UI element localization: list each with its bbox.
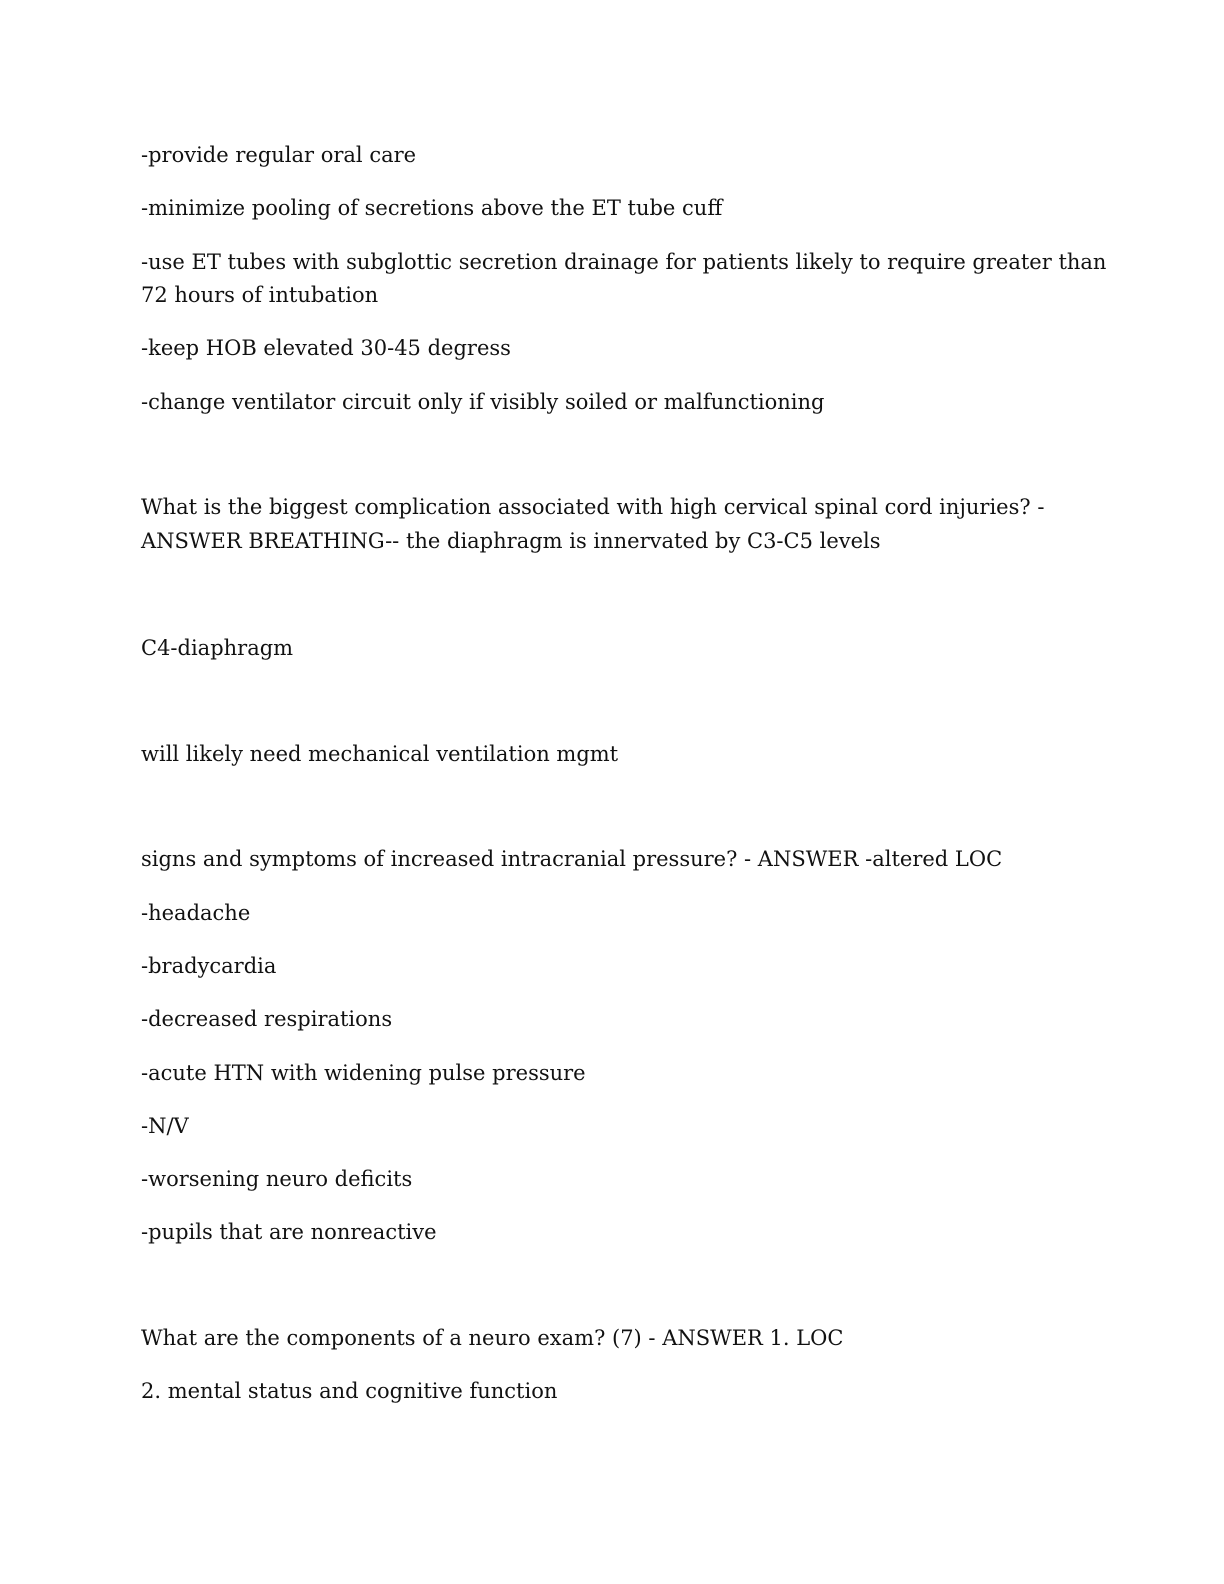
text-line: -provide regular oral care <box>141 143 417 167</box>
text-line: -pupils that are nonreactive <box>141 1220 437 1244</box>
text-line: -use ET tubes with subglottic secretion drainage for patients likely to require greater than <box>141 250 1107 274</box>
text-line: signs and symptoms of increased intracranial pressure? - ANSWER -altered LOC <box>141 847 1003 871</box>
text-line: -decreased respirations <box>141 1007 393 1031</box>
text-line: 72 hours of intubation <box>141 283 379 307</box>
text-line: C4-diaphragm <box>141 636 294 660</box>
text-line: What are the components of a neuro exam? (7) - ANSWER 1. LOC <box>141 1326 844 1350</box>
text-line: -N/V <box>141 1114 189 1138</box>
text-line: ANSWER BREATHING-- the diaphragm is innervated by C3-C5 levels <box>141 529 881 553</box>
text-line: -acute HTN with widening pulse pressure <box>141 1061 586 1085</box>
text-line: will likely need mechanical ventilation mgmt <box>141 742 619 766</box>
text-line: What is the biggest complication associated with high cervical spinal cord injuries? - <box>141 495 1045 519</box>
text-line: 2. mental status and cognitive function <box>141 1379 558 1403</box>
text-line: -bradycardia <box>141 954 277 978</box>
text-line: -minimize pooling of secretions above the ET tube cuff <box>141 196 723 220</box>
text-line: -headache <box>141 901 251 925</box>
text-line: -worsening neuro deficits <box>141 1167 413 1191</box>
text-line: -change ventilator circuit only if visibly soiled or malfunctioning <box>141 390 825 414</box>
text-line: -keep HOB elevated 30-45 degress <box>141 336 511 360</box>
